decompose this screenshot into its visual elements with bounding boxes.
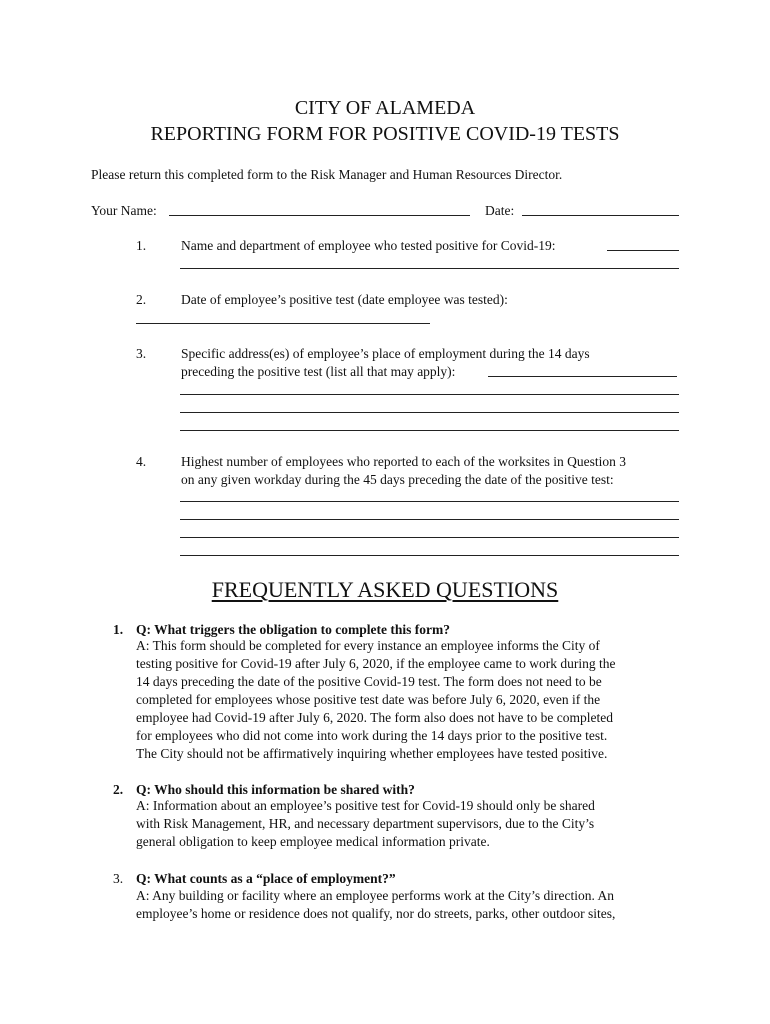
instructions-text: Please return this completed form to the Risk Manager and Human Resources Director. [91, 167, 563, 182]
faq-1-answer-line: The City should not be affirmatively inquiring whether employees have tested positive. [136, 746, 608, 761]
org-title: CITY OF ALAMEDA [294, 97, 476, 119]
question-2-text: Date of employee’s positive test (date employee was tested): [181, 292, 508, 307]
question-3-number: 3. [136, 346, 147, 361]
question-3-text-line-2: preceding the positive test (list all that may apply): [181, 364, 456, 379]
faq-1-answer-line: completed for employees whose positive test date was before July 6, 2020, even if the [136, 692, 601, 707]
date-field[interactable] [522, 215, 679, 216]
faq-1-answer [136, 637, 681, 763]
faq-1-answer-line: employee had Covid-19 after July 6, 2020. The form also does not have to be completed [136, 710, 614, 725]
question-3-answer-line[interactable] [180, 412, 679, 413]
faq-heading [0, 577, 770, 603]
faq-3-question: Q: What counts as a “place of employment?” [136, 871, 396, 886]
form-title: REPORTING FORM FOR POSITIVE COVID-19 TESTS [150, 123, 620, 145]
question-3-answer-line[interactable] [180, 430, 679, 431]
faq-1-answer-line: testing positive for Covid-19 after July 6, 2020, if the employee came to work during the [136, 656, 616, 671]
faq-1-answer-line: A: This form should be completed for every instance an employee informs the City of [136, 638, 600, 653]
faq-2-answer-line: A: Information about an employee’s positive test for Covid-19 should only be shared [136, 798, 595, 813]
faq-3-number: 3. [113, 871, 124, 886]
question-4-answer-line[interactable] [180, 537, 679, 538]
question-4-answer-line[interactable] [180, 555, 679, 556]
question-4-text-line-1: Highest number of employees who reported to each of the worksites in Question 3 [181, 454, 627, 469]
question-4-number: 4. [136, 454, 147, 469]
date-label: Date: [485, 203, 515, 218]
question-2-number: 2. [136, 292, 147, 307]
faq-heading-text: FREQUENTLY ASKED QUESTIONS [211, 577, 559, 602]
question-3-answer-line[interactable] [180, 394, 679, 395]
question-1-number: 1. [136, 238, 147, 253]
faq-3-answer-line: A: Any building or facility where an employee performs work at the City’s direction. An [136, 888, 615, 903]
faq-2-number: 2. [113, 782, 124, 797]
question-2-answer-line[interactable] [136, 323, 430, 324]
faq-3-answer [136, 887, 681, 923]
your-name-field[interactable] [169, 215, 470, 216]
question-1-answer-line[interactable] [607, 250, 679, 251]
faq-1-number: 1. [113, 622, 124, 637]
faq-2-answer [136, 797, 681, 851]
question-4-text-line-2: on any given workday during the 45 days preceding the date of the positive test: [181, 472, 614, 487]
question-1-answer-line[interactable] [180, 268, 679, 269]
faq-2-question: Q: Who should this information be shared with? [136, 782, 415, 797]
your-name-label: Your Name: [91, 203, 157, 218]
question-3-text-line-1: Specific address(es) of employee’s place of employment during the 14 days [181, 346, 590, 361]
faq-1-answer-line: for employees who did not come into work during the 14 days prior to the positive test. [136, 728, 608, 743]
question-4-answer-line[interactable] [180, 501, 679, 502]
faq-2-answer-line: with Risk Management, HR, and necessary department supervisors, due to the City’s [136, 816, 595, 831]
question-3-answer-line[interactable] [488, 376, 677, 377]
question-1-text: Name and department of employee who tested positive for Covid-19: [181, 238, 556, 253]
faq-1-answer-line: 14 days preceding the date of the positive Covid-19 test. The form does not need to be [136, 674, 602, 689]
faq-3-answer-line: employee’s home or residence does not qualify, nor do streets, parks, other outdoor sites, [136, 906, 616, 921]
question-4-answer-line[interactable] [180, 519, 679, 520]
faq-2-answer-line: general obligation to keep employee medical information private. [136, 834, 490, 849]
faq-1-question: Q: What triggers the obligation to complete this form? [136, 622, 450, 637]
